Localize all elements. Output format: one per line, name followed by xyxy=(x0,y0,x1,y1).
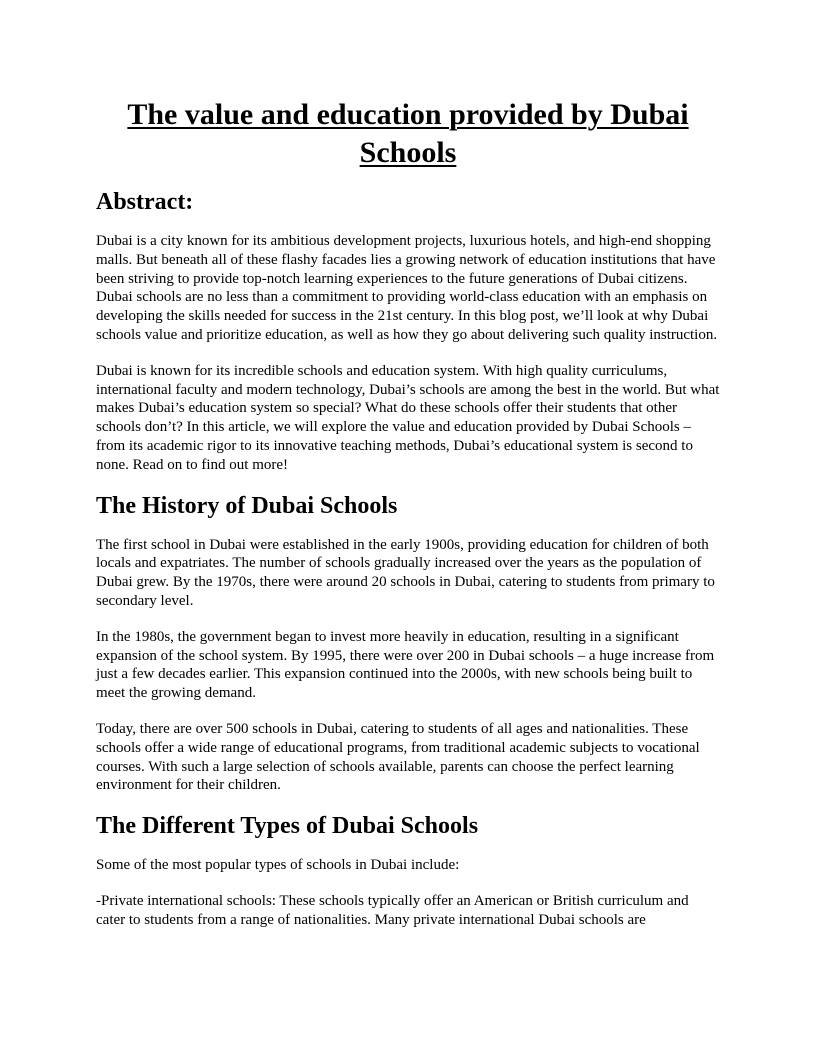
section-types xyxy=(96,812,720,929)
section-heading: Abstract: xyxy=(96,189,194,215)
paragraph: The first school in Dubai were established in the early 1900s, providing education for children of both locals and expatriates. The number of schools gradually increased over the years as the population of Dubai grew. By the 1970s, there were around 20 schools in Dubai, catering to students from primary to secondary level. xyxy=(96,536,715,609)
paragraph: In the 1980s, the government began to invest more heavily in education, resulting in a significant expansion of the school system. By 1995, there were over 200 in Dubai schools – a huge increase from just a few decades earlier. This expansion continued into the 2000s, with new schools being built to meet the growing demand. xyxy=(96,628,715,702)
section-history xyxy=(96,492,720,796)
paragraph: Dubai is a city known for its ambitious development projects, luxurious hotels, and high-end shopping malls. But beneath all of these flashy facades lies a growing network of education institutions that have been striving to provide top-notch learning experiences to the future generations of Dubai citizens. Dubai schools are no less than a commitment to providing world-class education with an emphasis on developing the skills needed for success in the 21st century. In this blog post, we’ll look at why Dubai schools value and prioritize education, as well as how they go about delivering such quality instruction. xyxy=(96,233,718,343)
paragraph: -Private international schools: These schools typically offer an American or British curriculum and cater to students from a range of nationalities. Many private international Dubai schools are xyxy=(96,892,689,928)
section-heading: The Different Types of Dubai Schools xyxy=(96,813,479,840)
paragraph: Today, there are over 500 schools in Dubai, catering to students of all ages and nationalities. These schools offer a wide range of educational programs, from traditional academic subjects to vocational courses. With such a large selection of schools available, parents can choose the perfect learning environment for their children. xyxy=(96,720,700,794)
section-abstract xyxy=(96,188,720,475)
paragraph: Dubai is known for its incredible schools and education system. With high quality curriculums, international faculty and modern technology, Dubai’s schools are among the best in the world. But what makes Dubai’s education system so special? What do these schools offer their students that other schools don’t? In this article, we will explore the value and education provided by Dubai Schools – from its academic rigor to its innovative teaching methods, Dubai’s educational system is second to none. Read on to find out more! xyxy=(96,362,720,473)
paragraph: Some of the most popular types of schools in Dubai include: xyxy=(96,857,460,874)
document-page xyxy=(96,96,720,947)
section-heading: The History of Dubai Schools xyxy=(96,492,398,519)
document-title: The value and education provided by Dubai Schools xyxy=(127,98,689,169)
